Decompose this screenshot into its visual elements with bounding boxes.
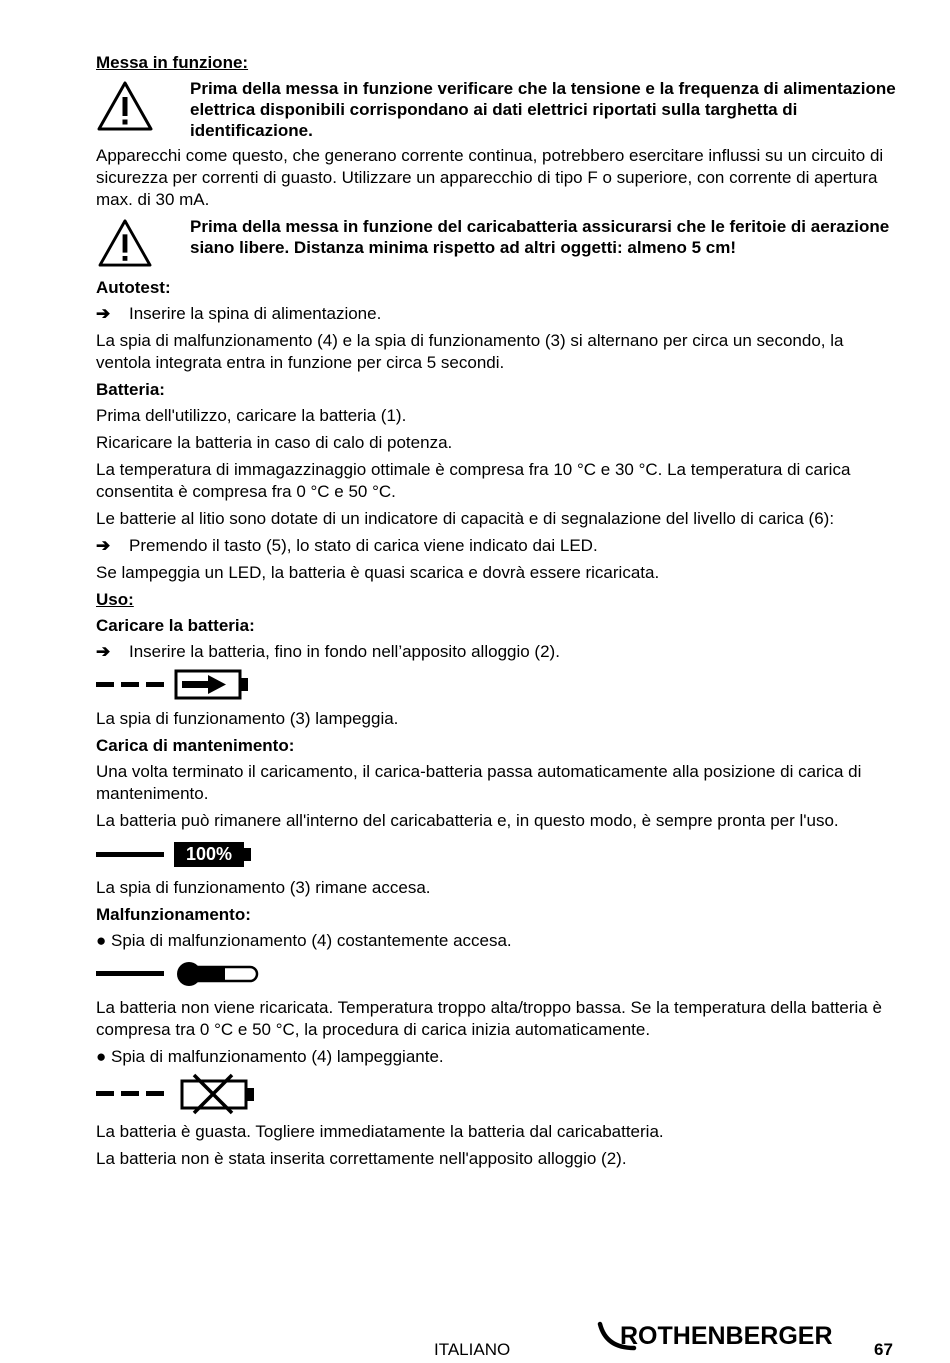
- bullet-malf-1: ● Spia di malfunzionamento (4) costantemente accesa.: [96, 931, 512, 950]
- heading-messa-in-funzione: Messa in funzione:: [96, 53, 249, 72]
- paragraph-mant-3: La spia di funzionamento (3) rimane accesa.: [96, 878, 431, 897]
- page-footer: [0, 1318, 950, 1362]
- paragraph-batt-4: Le batterie al litio sono dotate di un indicatore di capacità e di segnalazione del livello di carica (6):: [96, 509, 835, 528]
- heading-autotest: Autotest:: [96, 278, 171, 297]
- bullet-malf-2: ● Spia di malfunzionamento (4) lampeggiante.: [96, 1047, 444, 1066]
- brand-name: ROTHENBERGER: [620, 1322, 833, 1350]
- paragraph-malf-1: La batteria non viene ricaricata. Temperatura troppo alta/troppo bassa. Se la temperatura della batteria è compresa tra 0 °C e 50 °C, la procedura di carica inizia automaticamente.: [96, 998, 882, 1039]
- step-text: Inserire la batteria, fino in fondo nell’apposito alloggio (2).: [129, 642, 560, 661]
- warning-text-2: Prima della messa in funzione del caricabatteria assicurarsi che le feritoie di aerazione siano libere. Distanza minima rispetto ad altri oggetti: almeno 5 cm!: [190, 217, 890, 257]
- paragraph-mant-1: Una volta terminato il caricamento, il carica-batteria passa automaticamente alla posizione di carica di mantenimento.: [96, 762, 862, 803]
- paragraph-caricare: La spia di funzionamento (3) lampeggia.: [96, 709, 399, 728]
- paragraph-batt-5: Se lampeggia un LED, la batteria è quasi scarica e dovrà essere ricaricata.: [96, 563, 660, 582]
- paragraph-autotest: La spia di malfunzionamento (4) e la spia di funzionamento (3) si alternano per circa un secondo, la ventola integrata entra in funzione per circa 5 secondi.: [96, 331, 844, 372]
- warning-block-2: [96, 216, 896, 273]
- brand-logo: [596, 1318, 848, 1363]
- heading-malfunzionamento: Malfunzionamento:: [96, 905, 251, 924]
- right-arrow-icon: ➔: [96, 642, 111, 661]
- warning-text-1: Prima della messa in funzione verificare che la tensione e la frequenza di alimentazione elettrica disponibili corrispondano ai dati elettrici riportati sulla targhetta di identificazione.: [190, 79, 896, 140]
- step-autotest: [96, 303, 896, 325]
- step-caricare: [96, 641, 896, 663]
- paragraph-dc-current: Apparecchi come questo, che generano corrente continua, potrebbero esercitare influssi su un circuito di sicurezza per correnti di guasto. Utilizzare un apparecchio di tipo F o superiore, con corrente di apertura max. di 30 mA.: [96, 146, 884, 209]
- battery-charging-icon: [96, 668, 896, 704]
- footer-language: ITALIANO: [434, 1340, 511, 1359]
- battery-defect-icon: [96, 1073, 896, 1117]
- thermometer-icon: [96, 957, 896, 993]
- heading-mantenimento: Carica di mantenimento:: [96, 736, 295, 755]
- heading-uso: Uso:: [96, 590, 134, 609]
- page-number: 67: [874, 1340, 893, 1359]
- heading-caricare: Caricare la batteria:: [96, 616, 255, 635]
- warning-block-1: [96, 78, 896, 141]
- paragraph-batt-2: Ricaricare la batteria in caso di calo di potenza.: [96, 433, 453, 452]
- step-text: Inserire la spina di alimentazione.: [129, 304, 382, 323]
- right-arrow-icon: ➔: [96, 304, 111, 323]
- step-batt: [96, 535, 896, 557]
- heading-batteria: Batteria:: [96, 380, 165, 399]
- paragraph-batt-1: Prima dell'utilizzo, caricare la batteria (1).: [96, 406, 407, 425]
- paragraph-malf-2: La batteria è guasta. Togliere immediatamente la batteria dal caricabatteria.: [96, 1122, 664, 1141]
- warning-triangle-icon: [96, 216, 190, 273]
- warning-triangle-icon: [96, 78, 190, 137]
- battery-full-label: 100%: [185, 844, 233, 864]
- battery-full-icon: [96, 837, 896, 873]
- paragraph-mant-2: La batteria può rimanere all'interno del caricabatteria e, in questo modo, è sempre pronta per l'uso.: [96, 811, 839, 830]
- step-text: Premendo il tasto (5), lo stato di carica viene indicato dai LED.: [129, 536, 598, 555]
- paragraph-malf-3: La batteria non è stata inserita correttamente nell'apposito alloggio (2).: [96, 1149, 627, 1168]
- document-body: [96, 52, 896, 1175]
- paragraph-batt-3: La temperatura di immagazzinaggio ottimale è compresa fra 10 °C e 30 °C. La temperatura di carica consentita è compresa fra 0 °C e 50 °C.: [96, 460, 851, 501]
- right-arrow-icon: ➔: [96, 536, 111, 555]
